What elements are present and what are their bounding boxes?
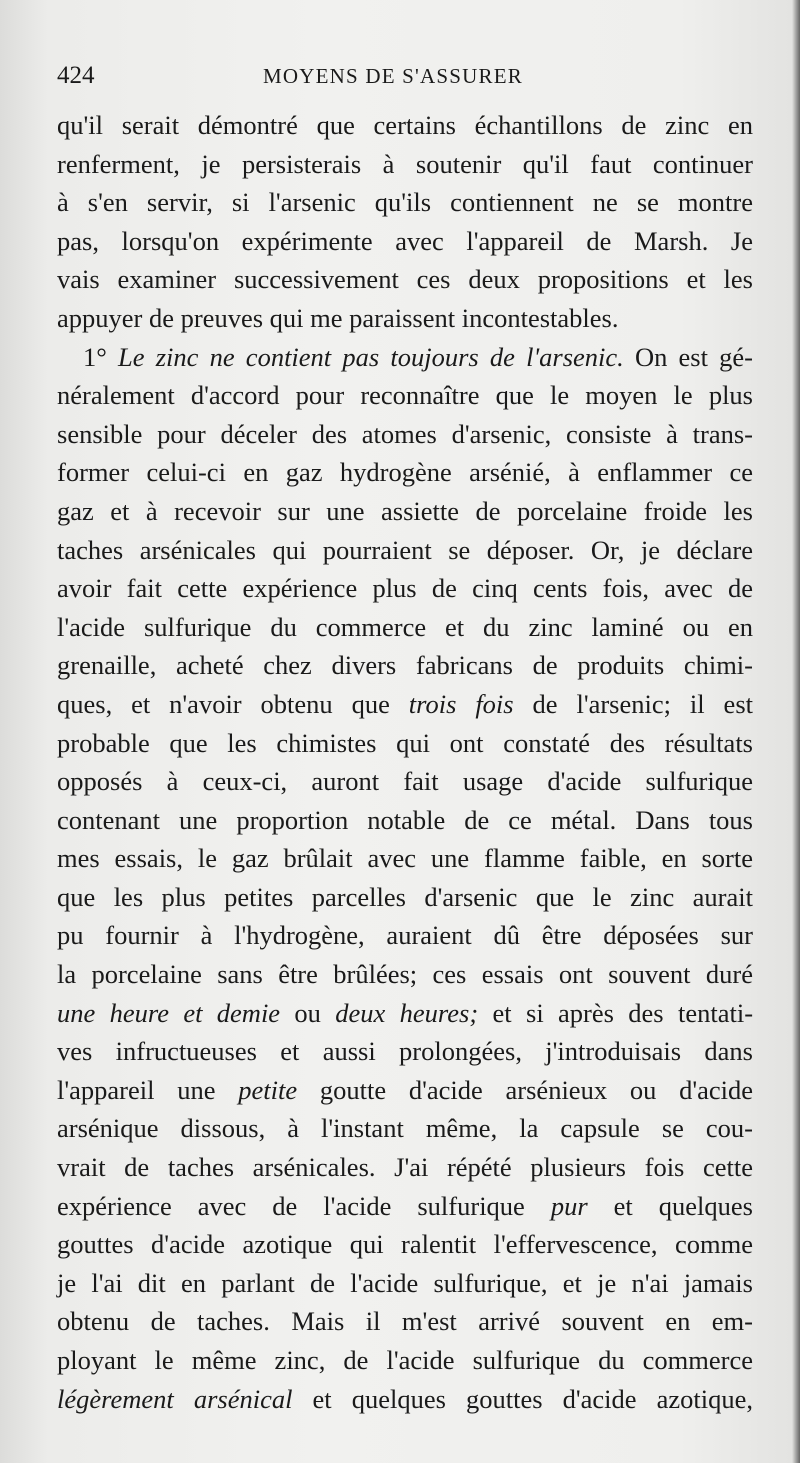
text-line: ployant le même zinc, de l'acide sulfurique du commerce (57, 1345, 753, 1375)
text-line: probable que les chimistes qui ont constaté des résultats (57, 727, 753, 758)
text-line: l'acide sulfurique du commerce et du zinc laminé ou en (57, 611, 753, 642)
italic-emphasis: petite (238, 1074, 298, 1105)
text-line: à s'en servir, si l'arsenic qu'ils contiennent ne se montre (57, 187, 753, 218)
text-line: je l'ai dit en parlant de l'acide sulfurique, et je n'ai jamais (57, 1267, 753, 1298)
text-line: taches arsénicales qui pourraient se déposer. Or, je déclare (57, 534, 753, 565)
page-header (57, 62, 757, 98)
italic-emphasis: légèrement arsénical (57, 1383, 293, 1414)
text-line: former celui-ci en gaz hydrogène arsénié, à enflammer ce (57, 457, 753, 488)
text-line: gaz et à recevoir sur une assiette de porcelaine froide les (57, 495, 753, 526)
text-line: renferment, je persisterais à soutenir qu'il faut continuer (57, 148, 753, 179)
text-line: vais examiner successivement ces deux propositions et les (57, 264, 753, 295)
text-line: néralement d'accord pour reconnaître que le moyen le plus (57, 380, 753, 411)
text-line: qu'il serait démontré que certains échantillons de zinc en (57, 110, 753, 140)
text-line: légèrement arsénical et quelques gouttes d'acide azotique, (57, 1383, 753, 1414)
text-line: mes essais, le gaz brûlait avec une flamme faible, en sorte (57, 843, 753, 874)
body-text (57, 106, 753, 1418)
page-number: 424 (57, 62, 95, 89)
section-heading-line: 1° Le zinc ne contient pas toujours de l'arsenic. On est gé- (83, 341, 753, 372)
italic-emphasis: une heure et demie (57, 997, 281, 1028)
italic-section-title: Le zinc ne contient pas toujours de l'arsenic. (118, 341, 624, 372)
text-line: l'appareil une petite goutte d'acide arsénieux ou d'acide (57, 1074, 753, 1105)
paragraph-end-line: appuyer de preuves qui me paraissent incontestables. (57, 302, 619, 333)
italic-emphasis: deux heures; (335, 997, 479, 1028)
text-line: expérience avec de l'acide sulfurique pur et quelques (57, 1190, 753, 1221)
page-edge-shadow (792, 0, 800, 1463)
text-line: avoir fait cette expérience plus de cinq cents fois, avec de (57, 573, 753, 604)
running-head: MOYENS DE S'ASSURER (263, 64, 523, 88)
text-line: pas, lorsqu'on expérimente avec l'appareil de Marsh. Je (57, 225, 753, 256)
italic-emphasis: trois fois (408, 688, 514, 719)
text-line: contenant une proportion notable de ce métal. Dans tous (57, 804, 753, 835)
text-line: que les plus petites parcelles d'arsenic que le zinc aurait (57, 881, 753, 912)
text-line: une heure et demie ou deux heures; et si après des tentati- (57, 997, 754, 1028)
text-line: arsénique dissous, à l'instant même, la capsule se cou- (57, 1113, 753, 1144)
italic-emphasis: pur (550, 1190, 588, 1221)
text-line: obtenu de taches. Mais il m'est arrivé souvent en em- (57, 1306, 753, 1337)
text-line: ves infructueuses et aussi prolongées, j'introduisais dans (57, 1036, 753, 1067)
text-line: grenaille, acheté chez divers fabricans de produits chimi- (57, 650, 753, 681)
text-line: pu fournir à l'hydrogène, auraient dû être déposées sur (57, 920, 753, 951)
text-line: ques, et n'avoir obtenu que trois fois de l'arsenic; il est (57, 688, 753, 719)
text-line: gouttes d'acide azotique qui ralentit l'effervescence, comme (57, 1229, 753, 1260)
text-line: sensible pour déceler des atomes d'arsenic, consiste à trans- (57, 418, 753, 449)
text-line: vrait de taches arsénicales. J'ai répété plusieurs fois cette (57, 1152, 753, 1183)
text-line: la porcelaine sans être brûlées; ces essais ont souvent duré (57, 959, 753, 990)
text-line: opposés à ceux-ci, auront fait usage d'acide sulfurique (57, 766, 753, 797)
